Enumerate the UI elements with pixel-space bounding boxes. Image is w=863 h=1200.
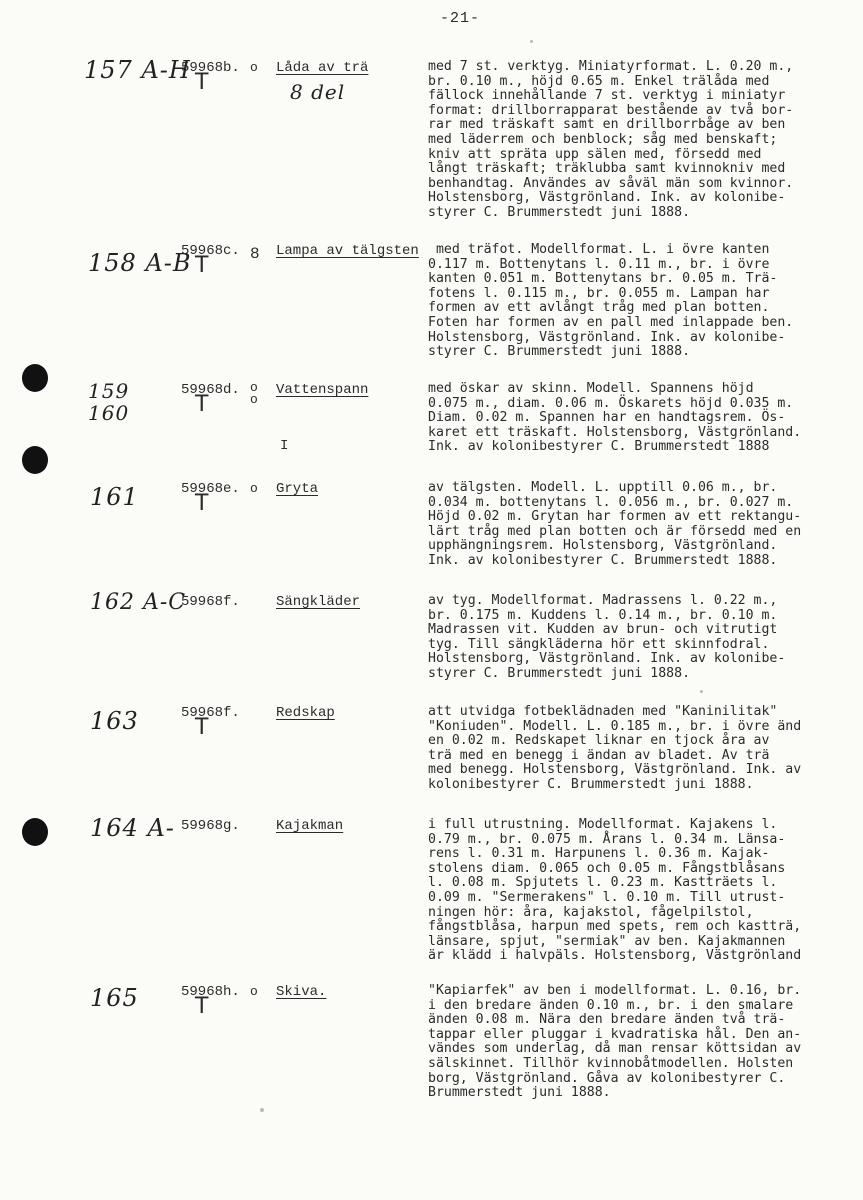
catalog-number: 59968h. [181,984,240,1000]
page-number: -21- [440,10,481,27]
handwritten-number: 164 A- [90,814,175,842]
handwritten-mark: T [195,491,209,516]
object-name: Sängkläder [276,594,361,610]
punch-hole [22,446,48,474]
object-name: Redskap [276,705,335,721]
handwritten-mark: T [195,253,209,278]
paper-speck [530,40,533,43]
catalog-number: 59968c. [181,243,240,259]
handwritten-mark: T [195,994,209,1019]
object-name: Kajakman [276,818,344,834]
object-description: med träfot. Modellformat. L. i övre kanten 0.117 m. Bottenytans l. 0.11 m., br. i övre kanten 0.051 m. Bottenytans br. 0.05 m. Trä- fotens l. 0.115 m., br. 0.055 m. Lampan har formen av ett avlångt tråg med plan botten. Foten har formen av en pall med inlappade ben. Holstensborg, Västgrönland. Ink. av kolonibe- styrer C. Brummerstedt juni 1888. [428,242,794,360]
object-description: med 7 st. verktyg. Miniatyrformat. L. 0.20 m., br. 0.10 m., höjd 0.65 m. Enkel trälåda med fällock innehållande 7 st. verktyg i miniatyr format: drillborrapparat bestående av två bor- rar med träskaft samt en drillborrbåge av ben med läderrem och benblock; såg med benskaft; kniv att spräta upp sälen med, försedd med långt träskaft; träklubba samt kvinnokniv med benhandtag. Användes av såväl män som kvinnor. Holstensborg, Västgrönland. Ink. av kolonibe- styrer C. Brummerstedt juni 1888. [428,59,794,220]
object-description: av tyg. Modellformat. Madrassens l. 0.22 m., br. 0.175 m. Kuddens l. 0.14 m., br. 0.10 m. Madrassen vit. Kudden av brun- och vitrutigt tyg. Till sängkläderna hör ett skinnfodral. Holstensborg, Västgrönland. Ink. av kolonibe- styrer C. Brummerstedt juni 1888. [428,593,786,681]
object-name: Låda av trä [276,60,369,76]
paper-speck [700,690,703,693]
object-description: med öskar av skinn. Modell. Spannens höjd 0.075 m., diam. 0.06 m. Öskarets höjd 0.035 m. Diam. 0.02 m. Spannen har en handtagsrem. Ös- karet ett träskaft. Holstensborg, Västgrönland. Ink. av kolonibestyrer C. Brummerstedt 1888 [428,381,802,455]
small-mark: o [250,60,258,75]
object-name: Skiva. [276,984,327,1000]
handwritten-number: 163 [90,707,139,735]
punch-hole [22,364,48,392]
object-name: Lampa av tälgsten [276,243,419,259]
catalog-number: 59968e. [181,481,240,497]
catalog-number: 59968b. [181,60,240,76]
handwritten-number: 161 [90,483,139,511]
handwritten-number: 162 A-C [90,590,187,615]
catalog-number: 59968g. [181,818,240,834]
catalog-number: 59968f. [181,705,240,721]
object-name: Vattenspann [276,382,369,398]
object-description: "Kapiarfek" av ben i modellformat. L. 0.16, br. i den bredare änden 0.10 m., br. i den smalare änden 0.08 m. Nära den bredare änden två trä- tappar eller pluggar i kvadratiska hål. Den an- vändes som underlag, då man rensar köttsidan av sälskinnet. Tillhör kvinnobåtmodellen. Holsten borg, Västgrönland. Gåva av kolonibestyrer C. Brummerstedt juni 1888. [428,983,802,1101]
catalog-number: 59968d. [181,382,240,398]
small-mark: o [250,984,258,999]
paper-speck [260,1108,264,1112]
punch-hole [22,818,48,846]
small-mark: o [250,481,258,496]
handwritten-mark: T [195,392,209,417]
handwritten-number: 158 A-B [88,249,192,277]
object-description: i full utrustning. Modellformat. Kajakens l. 0.79 m., br. 0.075 m. Årans l. 0.34 m. Länsa- rens l. 0.31 m. Harpunens l. 0.36 m. Kajak- stolens diam. 0.065 och 0.05 m. Fångstblåsans l. 0.08 m. Spjutets l. 0.23 m. Kastträets l. 0.09 m. "Sermerakens" l. 0.10 m. Till utrust- ningen hör: åra, kajakstol, fågelpilstol, fångstblåsa, harpun med spets, rem och kastträ, länsare, spjut, "sermiak" av ben. Kajakmannen är klädd i halvpäls. Holstensborg, Västgrönland [428,817,802,964]
roman-numeral: I [280,438,289,454]
handwritten-number: 165 [90,984,139,1012]
handwritten-number: 157 A-H [84,56,191,84]
small-mark: 8 [250,245,260,263]
object-description: att utvidga fotbeklädnaden med "Kaninilitak" "Koniuden". Modell. L. 0.185 m., br. i övre änd en 0.02 m. Redskapet liknar en tjock åra av trä med en benegg i ändan av bladet. Av trä med benegg. Holstensborg, Västgrönland. Ink. av kolonibestyrer C. Brummerstedt juni 1888. [428,704,802,792]
catalog-number: 59968f. [181,594,240,610]
object-description: av tälgsten. Modell. L. upptill 0.06 m., br. 0.034 m. bottenytans l. 0.056 m., br. 0.027 m. Höjd 0.02 m. Grytan har formen av ett rektangu- lärt tråg med plan botten och är försedd med en upphängningsrem. Holstensborg, Västgrönland. Ink. av kolonibestyrer C. Brummerstedt 1888. [428,480,802,568]
handwritten-number: 159 160 [88,379,130,425]
handwritten-mark: T [195,715,209,740]
small-mark: o o [250,380,258,407]
handwritten-note: 8 del [290,80,346,104]
handwritten-mark: T [195,70,209,95]
object-name: Gryta [276,481,319,497]
